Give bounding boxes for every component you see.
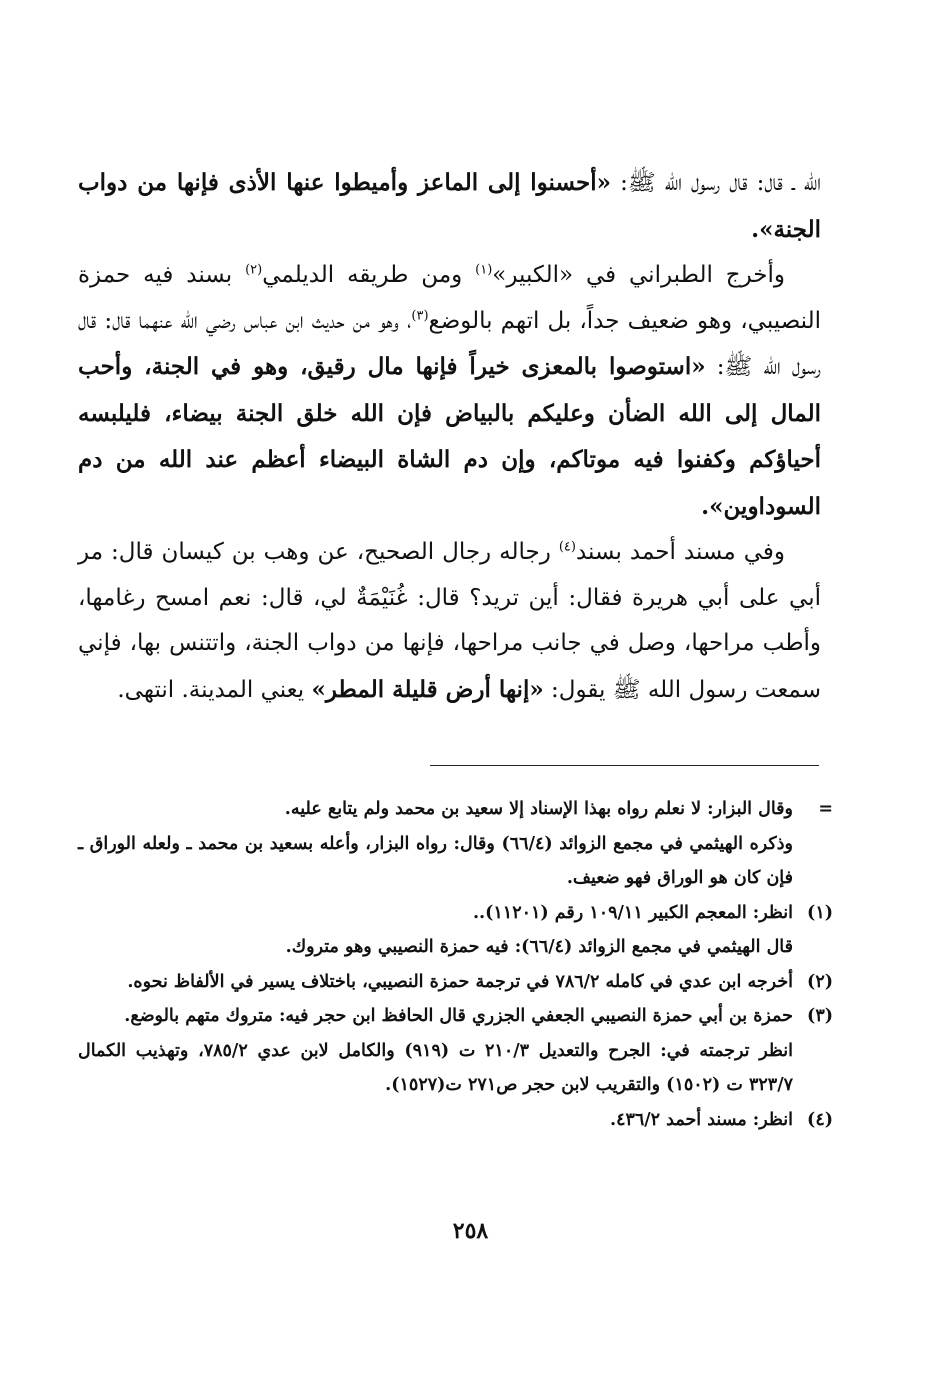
footnote-marker-3[interactable]: (٣) [411,307,429,323]
paragraph-2-text-4: ، وهو من حديث ابن عباس رضي الله عنهما قال: قال رسول الله ﷺ: [78,307,821,380]
footnote-line: وقال البزار: لا نعلم رواه بهذا الإسناد إلا سعيد بن محمد ولم يتابع عليه. [284,799,793,819]
footnote-2 [78,965,833,1000]
footnote-marker-4[interactable]: (٤) [558,539,576,555]
footnote-line: حمزة بن أبي حمزة النصيبي الجعفي الجزري قال الحافظ ابن حجر فيه: متروك متهم بالوضع. [124,1006,793,1026]
footnote-line: انظر: مسند أحمد ٤٣٦/٢. [609,1109,793,1130]
footnote-1-number: (١) [807,902,833,923]
hadith-quote-3: «إنها أرض قليلة المطر» [311,675,544,703]
footnote-line: وذكره الهيثمي في مجمع الزوائد (٦٦/٤) وقال: رواه البزار، وأعله بسعيد بن محمد ـ ولعله الوراق ـ فإن كان هو الوراق فهو ضعيف. [78,833,793,888]
footnote-marker-2[interactable]: (٢) [245,262,263,278]
paragraph-2-text-3: بسند فيه حمزة النصيبي، وهو ضعيف جداً، بل اتهم بالوضع [78,262,821,334]
footnote-line: أخرجه ابن عدي في كامله ٧٨٦/٢ في ترجمة حمزة النصيبي، باختلاف يسير في الألفاظ نحوه. [127,971,793,992]
paragraph-2-text-1: وأخرج الطبراني في «الكبير» [492,262,785,288]
paragraph-3-text-1: وفي مسند أحمد بسند [575,539,786,565]
footnote-marker-1[interactable]: (١) [475,262,493,278]
footnote-line: انظر: المعجم الكبير ١٠٩/١١ رقم (١١٢٠١).. [472,902,793,923]
footnote-4 [78,1103,833,1138]
footnotes [78,792,833,1137]
footnote-line: انظر ترجمته في: الجرح والتعديل ٢١٠/٣ ت (٩١٩) والكامل لابن عدي ٧٨٥/٢، وتهذيب الكمال ٣٢٣/٧ ت (١٥٠٢) والتقريب لابن حجر ص٢٧١ ت(١٥٢٧). [78,1040,793,1095]
paragraph-2 [78,253,821,530]
footnote-1 [78,896,833,965]
hadith-quote-1: «أحسنوا إلى الماعز وأميطوا عنها الأذى فإنها من دواب الجنة». [78,169,821,243]
paragraph-1 [78,160,821,253]
footnote-2-number: (٢) [807,971,833,992]
hadith-quote-2: «استوصوا بالمعزى خيراً فإنها مال رقيق، وهو في الجنة، وأحب المال إلى الله الضأن وعليكم بالبياض فإن الله خلق الجنة بيضاء، فليلبسه أحياؤكم وكفنوا فيه موتاكم، وإن دم الشاة البيضاء أعظم عند الله من دم السوداوين». [78,353,822,520]
footnote-3-number: (٣) [807,1006,833,1026]
footnote-3 [78,999,833,1103]
paragraph-3 [78,530,821,713]
paragraph-2-text-2: ومن طريقه الديلمي [262,262,476,288]
footnote-line: قال الهيثمي في مجمع الزوائد (٦٦/٤): فيه حمزة النصيبي وهو متروك. [285,937,793,957]
footnote-continued [78,792,833,896]
footnote-4-number: (٤) [807,1109,833,1130]
page-number: ٢٥٨ [452,1218,489,1244]
footnote-continued-marker: = [818,799,833,819]
footnote-separator [430,765,819,766]
paragraph-3-text-2: رجاله رجال الصحيح، عن وهب بن كيسان قال: مر أبي على أبي هريرة فقال: أين تريد؟ قال: غُنَيْمَةٌ لي، قال: نعم امسح رغامها، وأطب مراحها، وصل في جانب مراحها، فإنها من دواب الجنة، واتتنس بها، فإني سمعت رسول الله ﷺ يقول: [78,539,821,703]
paragraph-1-text: الله ـ قال: قال رسول الله ﷺ: [610,170,821,196]
paragraph-3-text-3: يعني المدينة. انتهى. [117,676,312,703]
main-text [78,160,821,713]
